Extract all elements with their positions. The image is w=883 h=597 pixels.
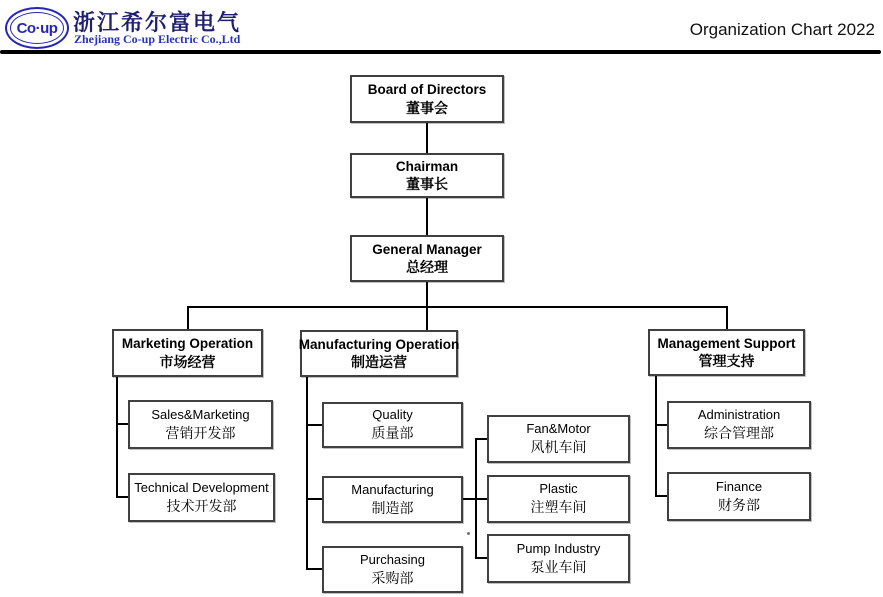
connector-drop-management — [726, 306, 728, 329]
org-node-administration — [667, 401, 811, 449]
node-title-en: General Manager — [372, 241, 482, 257]
node-title-en: Quality — [372, 407, 413, 423]
connector-management-children — [655, 376, 657, 497]
node-title-zh: 董事长 — [406, 176, 448, 193]
node-title-en: Sales&Marketing — [151, 406, 250, 422]
org-node-pump-industry — [487, 534, 630, 583]
node-title-zh: 泵业车间 — [530, 558, 587, 575]
node-title-en: Chairman — [395, 158, 459, 174]
connector-stub-sales — [116, 423, 128, 425]
node-title-en: Pump Industry — [516, 540, 601, 556]
connector-stub-fan-motor — [475, 438, 487, 440]
org-node-board — [350, 75, 504, 123]
node-title-zh: 财务部 — [718, 496, 760, 513]
coup-logo-icon — [5, 7, 69, 49]
org-node-quality — [322, 402, 463, 448]
org-node-chairman — [350, 153, 504, 198]
node-title-en: Plastic — [539, 481, 578, 497]
org-node-marketing-operation — [112, 329, 263, 377]
org-node-finance — [667, 472, 811, 521]
logo-text: Co·up — [16, 19, 58, 37]
page-title: Organization Chart 2022 — [689, 20, 875, 39]
org-node-general-manager — [350, 235, 504, 282]
connector-stub-administration — [655, 424, 667, 426]
node-title-zh: 技术开发部 — [166, 497, 237, 514]
connector-stub-quality — [306, 424, 322, 426]
connector-stub-technical — [116, 496, 128, 498]
node-title-zh: 市场经营 — [159, 353, 216, 370]
node-title-zh: 风机车间 — [530, 439, 587, 456]
org-node-fan-motor — [487, 415, 630, 463]
org-node-management-support — [648, 329, 805, 376]
company-name-en: Zhejiang Co-up Electric Co.,Ltd — [74, 32, 241, 46]
node-title-en: Fan&Motor — [526, 421, 591, 437]
org-node-technical-development — [128, 473, 275, 522]
node-title-en: Administration — [697, 407, 781, 423]
org-node-manufacturing-operation — [300, 330, 458, 377]
node-title-zh: 总经理 — [406, 259, 448, 276]
node-title-en: Technical Development — [134, 479, 269, 495]
connector-stub-pump — [475, 557, 487, 559]
connector-workshops-vertical — [475, 438, 477, 559]
node-title-en: Board of Directors — [367, 82, 487, 98]
connector-marketing-children — [116, 377, 118, 497]
org-node-plastic — [487, 475, 630, 523]
org-node-sales-marketing — [128, 400, 273, 449]
connector-stub-finance — [655, 495, 667, 497]
node-title-zh: 制造运营 — [351, 354, 407, 371]
node-title-en: Marketing Operation — [121, 336, 254, 352]
node-title-zh: 质量部 — [371, 425, 414, 442]
connector-manufacturing-children — [306, 377, 308, 569]
logo-inner-oval — [10, 12, 64, 44]
connector-stub-manufacturing — [306, 498, 322, 500]
node-title-zh: 营销开发部 — [165, 424, 236, 441]
node-title-en: Management Support — [657, 335, 796, 351]
node-title-zh: 制造部 — [371, 499, 414, 516]
connector-board-chairman — [426, 123, 428, 153]
header-divider — [0, 50, 881, 54]
node-title-en: Finance — [715, 478, 763, 494]
connector-stub-purchasing — [306, 568, 322, 570]
node-title-en: Purchasing — [359, 551, 426, 567]
connector-chairman-gm — [426, 198, 428, 235]
node-title-zh: 注塑车间 — [530, 499, 587, 516]
node-title-zh: 管理支持 — [698, 353, 755, 370]
connector-drop-marketing — [187, 306, 189, 329]
node-title-zh: 董事会 — [406, 99, 448, 116]
company-name-zh: 浙江希尔富电气 — [73, 10, 242, 35]
org-node-purchasing — [322, 546, 463, 593]
stray-dot-mark — [467, 532, 470, 535]
node-title-zh: 采购部 — [371, 569, 414, 586]
connector-main-horizontal — [188, 306, 727, 308]
node-title-en: Manufacturing Operation — [298, 336, 460, 352]
org-node-manufacturing — [322, 476, 463, 523]
node-title-en: Manufacturing — [351, 481, 434, 497]
node-title-zh: 综合管理部 — [704, 425, 774, 442]
